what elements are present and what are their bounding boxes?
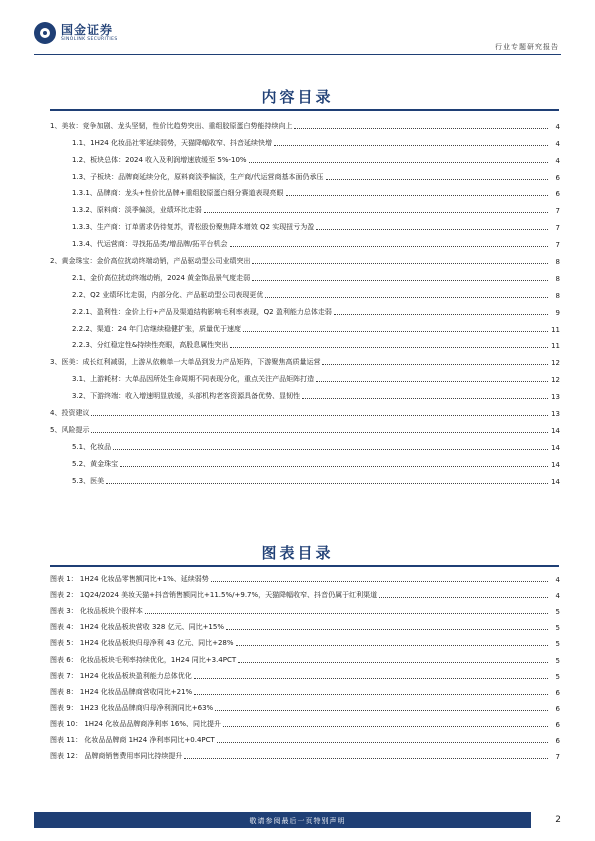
toc-entry-text: 1.3、子板块：品牌商延续分化，原料商淡季偏淡，生产商/代运营商基本面仍承压 <box>50 172 326 182</box>
toc-entry[interactable] <box>50 215 560 232</box>
leader-dots <box>91 432 548 433</box>
figure-entry-page: 4 <box>555 592 560 601</box>
toc-entry[interactable] <box>50 266 560 283</box>
leader-dots <box>215 710 548 711</box>
toc-entry-page: 14 <box>551 460 560 469</box>
toc-entry[interactable] <box>50 182 560 199</box>
leader-dots <box>184 758 548 759</box>
toc-entry-page: 7 <box>555 207 560 216</box>
toc-entry-page: 4 <box>555 139 560 148</box>
figure-entry[interactable] <box>50 713 560 729</box>
leader-dots <box>236 645 548 646</box>
figure-entry[interactable] <box>50 665 560 681</box>
toc-entry-page: 11 <box>551 342 560 351</box>
figure-entry-text: 图表 9： 1H23 化妆品品牌商归母净利润同比+63% <box>50 703 214 712</box>
leader-dots <box>91 415 548 416</box>
toc-entry[interactable] <box>50 114 560 131</box>
figure-entry-page: 6 <box>555 704 560 713</box>
toc-entry-text: 2.1、金价高位扰动终端动销，2024 黄金饰品景气度走弱 <box>50 273 252 283</box>
leader-dots <box>334 314 548 315</box>
company-logo <box>34 20 118 46</box>
toc-entry[interactable] <box>50 283 560 300</box>
figure-entry[interactable] <box>50 729 560 745</box>
leader-dots <box>223 726 548 727</box>
toc-entry[interactable] <box>50 165 560 182</box>
toc-entry-page: 4 <box>555 122 560 131</box>
toc-entry-page: 7 <box>555 241 560 250</box>
figure-entry-text: 图表 4： 1H24 化妆品板块营收 328 亿元、同比+15% <box>50 623 224 632</box>
leader-dots <box>230 347 548 348</box>
figures-list <box>50 568 560 761</box>
leader-dots <box>120 466 548 467</box>
leader-dots <box>322 364 548 365</box>
toc-entry[interactable] <box>50 334 560 351</box>
figure-entry-text: 图表 6： 化妆品板块毛利率持续优化，1H24 同比+3.4PCT <box>50 655 237 664</box>
figure-entry-text: 图表 7： 1H24 化妆品板块盈利能力总体优化 <box>50 671 192 680</box>
figures-title: 图表目录 <box>261 544 334 562</box>
toc-entry-text: 2.2、Q2 业绩环比走弱，内部分化、产品驱动型公司表现更优 <box>50 290 265 300</box>
toc-entry[interactable] <box>50 384 560 401</box>
figure-entry-text: 图表 10： 1H24 化妆品品牌商净利率 16%、同比提升 <box>50 719 221 728</box>
figure-entry-text: 图表 11： 化妆品品牌商 1H24 净利率同比+0.4PCT <box>50 736 215 745</box>
figure-entry-text: 图表 3： 化妆品板块个股样本 <box>50 607 143 616</box>
toc-entry[interactable] <box>50 367 560 384</box>
toc-entry-page: 12 <box>551 359 560 368</box>
leader-dots <box>316 229 548 230</box>
toc-entry-text: 1.3.1、品牌商：龙头+性价比品牌+重组胶原蛋白细分赛道表现亮眼 <box>50 188 286 198</box>
figure-entry-page: 6 <box>555 688 560 697</box>
toc-entry-text: 5.3、医美 <box>50 476 106 486</box>
leader-dots <box>286 195 548 196</box>
toc-entry[interactable] <box>50 249 560 266</box>
header-divider <box>34 54 561 55</box>
toc-entry[interactable] <box>50 401 560 418</box>
toc-entry-text: 1.3.4、代运营商：寻找拓品类/增品牌/拓平台机会 <box>50 239 230 249</box>
toc-entry-text: 5.2、黄金珠宝 <box>50 459 120 469</box>
toc-entry-page: 11 <box>551 325 560 334</box>
figure-entry-page: 5 <box>555 672 560 681</box>
toc-entry-page: 9 <box>555 308 560 317</box>
toc-entry[interactable] <box>50 232 560 249</box>
leader-dots <box>230 246 548 247</box>
figure-entry-page: 6 <box>555 737 560 746</box>
toc-entry-text: 1.3.2、原料商：淡季偏淡，业绩环比走弱 <box>50 205 204 215</box>
figures-title-divider <box>50 565 559 567</box>
toc-entry-text: 2.2.1、盈利性：金价上行+产品及渠道结构影响毛利率表现，Q2 盈利能力总体走弱 <box>50 307 334 317</box>
toc-entry-text: 4、投资建议 <box>50 409 90 418</box>
leader-dots <box>106 483 548 484</box>
leader-dots <box>326 179 549 180</box>
toc-entry-text: 1.1、1H24 化妆品社零延续弱势，天猫降幅收窄、抖音延续快增 <box>50 138 274 148</box>
table-of-contents <box>50 114 560 486</box>
logo-name-en: SINOLINK SECURITIES <box>61 37 118 42</box>
page-number: 2 <box>531 810 561 830</box>
toc-entry-page: 4 <box>555 156 560 165</box>
leader-dots <box>252 263 548 264</box>
leader-dots <box>379 597 548 598</box>
figure-entry[interactable] <box>50 681 560 697</box>
figure-entry[interactable] <box>50 568 560 584</box>
leader-dots <box>302 398 548 399</box>
figure-entry-page: 5 <box>555 640 560 649</box>
toc-entry-page: 14 <box>551 443 560 452</box>
leader-dots <box>211 581 548 582</box>
leader-dots <box>238 662 548 663</box>
toc-entry-page: 14 <box>551 477 560 486</box>
toc-entry-text: 3、医美：成长红利减弱，上游从依赖单一大单品到发力产品矩阵，下游聚焦高质量运营 <box>50 358 321 367</box>
leader-dots <box>252 280 548 281</box>
toc-entry[interactable] <box>50 435 560 452</box>
figure-entry[interactable] <box>50 600 560 616</box>
figure-entry-page: 4 <box>555 576 560 585</box>
toc-entry-text: 1.2、板块总体：2024 收入及利润增速放缓至 5%-10% <box>50 155 249 165</box>
leader-dots <box>145 613 548 614</box>
figure-entry-text: 图表 12： 品牌商销售费用率同比持续提升 <box>50 752 183 761</box>
toc-entry-text: 2、黄金珠宝：金价高位扰动终端动销，产品驱动型公司业绩突出 <box>50 257 251 266</box>
leader-dots <box>204 212 548 213</box>
figure-entry[interactable] <box>50 648 560 664</box>
toc-entry[interactable] <box>50 198 560 215</box>
toc-entry-page: 8 <box>555 258 560 267</box>
figure-entry-page: 5 <box>555 656 560 665</box>
toc-entry-text: 1、美妆：竞争加剧、龙头坚韧，性价比趋势突出、重组胶原蛋白势能持续向上 <box>50 121 293 130</box>
leader-dots <box>113 449 548 450</box>
figure-entry[interactable] <box>50 584 560 600</box>
logo-icon <box>34 22 56 44</box>
leader-dots <box>249 162 548 163</box>
toc-entry[interactable] <box>50 148 560 165</box>
figure-entry[interactable] <box>50 697 560 713</box>
figure-entry-text: 图表 5： 1H24 化妆品板块归母净利 43 亿元、同比+28% <box>50 639 234 648</box>
toc-title: 内容目录 <box>261 88 334 106</box>
figure-entry-page: 6 <box>555 720 560 729</box>
toc-entry-text: 5、风险提示 <box>50 425 90 434</box>
figure-entry-page: 5 <box>555 608 560 617</box>
leader-dots <box>217 742 548 743</box>
report-type: 行业专题研究报告 <box>495 43 559 51</box>
toc-entry[interactable] <box>50 131 560 148</box>
leader-dots <box>194 678 548 679</box>
toc-entry-text: 5.1、化妆品 <box>50 442 113 452</box>
toc-entry-page: 12 <box>551 376 560 385</box>
toc-entry-page: 13 <box>551 410 560 419</box>
toc-entry-text: 3.2、下游终端：收入增速明显放缓，头部机构老客资源具备优势、显韧性 <box>50 391 302 401</box>
toc-entry-text: 3.1、上游耗材：大单品因所处生命周期不同表现分化，重点关注产品矩阵打造 <box>50 374 316 384</box>
figure-entry[interactable] <box>50 745 560 761</box>
leader-dots <box>265 297 548 298</box>
figure-entry-text: 图表 2： 1Q24/2024 美妆天猫+抖音销售额同比+11.5%/+9.7%，天猫降幅收窄、抖音仍属于红利渠道 <box>50 591 378 600</box>
toc-entry-page: 14 <box>551 426 560 435</box>
figure-entry-page: 5 <box>555 624 560 633</box>
toc-entry-text: 2.2.3、分红稳定性&持续性亮眼，高股息属性突出 <box>50 340 230 350</box>
toc-entry[interactable] <box>50 418 560 435</box>
logo-name-cn: 国金证券 <box>61 23 114 37</box>
leader-dots <box>243 331 548 332</box>
leader-dots <box>294 128 548 129</box>
page-header <box>0 0 595 60</box>
toc-entry[interactable] <box>50 317 560 334</box>
toc-entry-page: 6 <box>555 190 560 199</box>
toc-title-divider <box>50 109 559 111</box>
figure-entry-page: 7 <box>555 753 560 762</box>
toc-entry-page: 8 <box>555 291 560 300</box>
toc-entry[interactable] <box>50 350 560 367</box>
leader-dots <box>226 629 548 630</box>
leader-dots <box>194 694 548 695</box>
figure-entry-text: 图表 1： 1H24 化妆品零售额同比+1%、延续弱势 <box>50 575 209 584</box>
toc-entry[interactable] <box>50 300 560 317</box>
page-footer <box>34 812 561 828</box>
toc-entry-page: 7 <box>555 224 560 233</box>
toc-entry-text: 2.2.2、渠道：24 年门店继续稳健扩张，质量优于速度 <box>50 324 243 334</box>
figure-entry[interactable] <box>50 616 560 632</box>
toc-entry[interactable] <box>50 469 560 486</box>
footer-disclaimer: 敬请参阅最后一页特别声明 <box>249 817 346 825</box>
figure-entry[interactable] <box>50 632 560 648</box>
toc-entry-page: 6 <box>555 173 560 182</box>
toc-entry-page: 13 <box>551 393 560 402</box>
figure-entry-text: 图表 8： 1H24 化妆品品牌商营收同比+21% <box>50 687 193 696</box>
toc-entry-page: 8 <box>555 274 560 283</box>
leader-dots <box>274 145 548 146</box>
toc-entry[interactable] <box>50 452 560 469</box>
toc-entry-text: 1.3.3、生产商：订单需求仍待复苏，青松股份聚焦降本增效 Q2 实现扭亏为盈 <box>50 222 316 232</box>
leader-dots <box>316 381 548 382</box>
